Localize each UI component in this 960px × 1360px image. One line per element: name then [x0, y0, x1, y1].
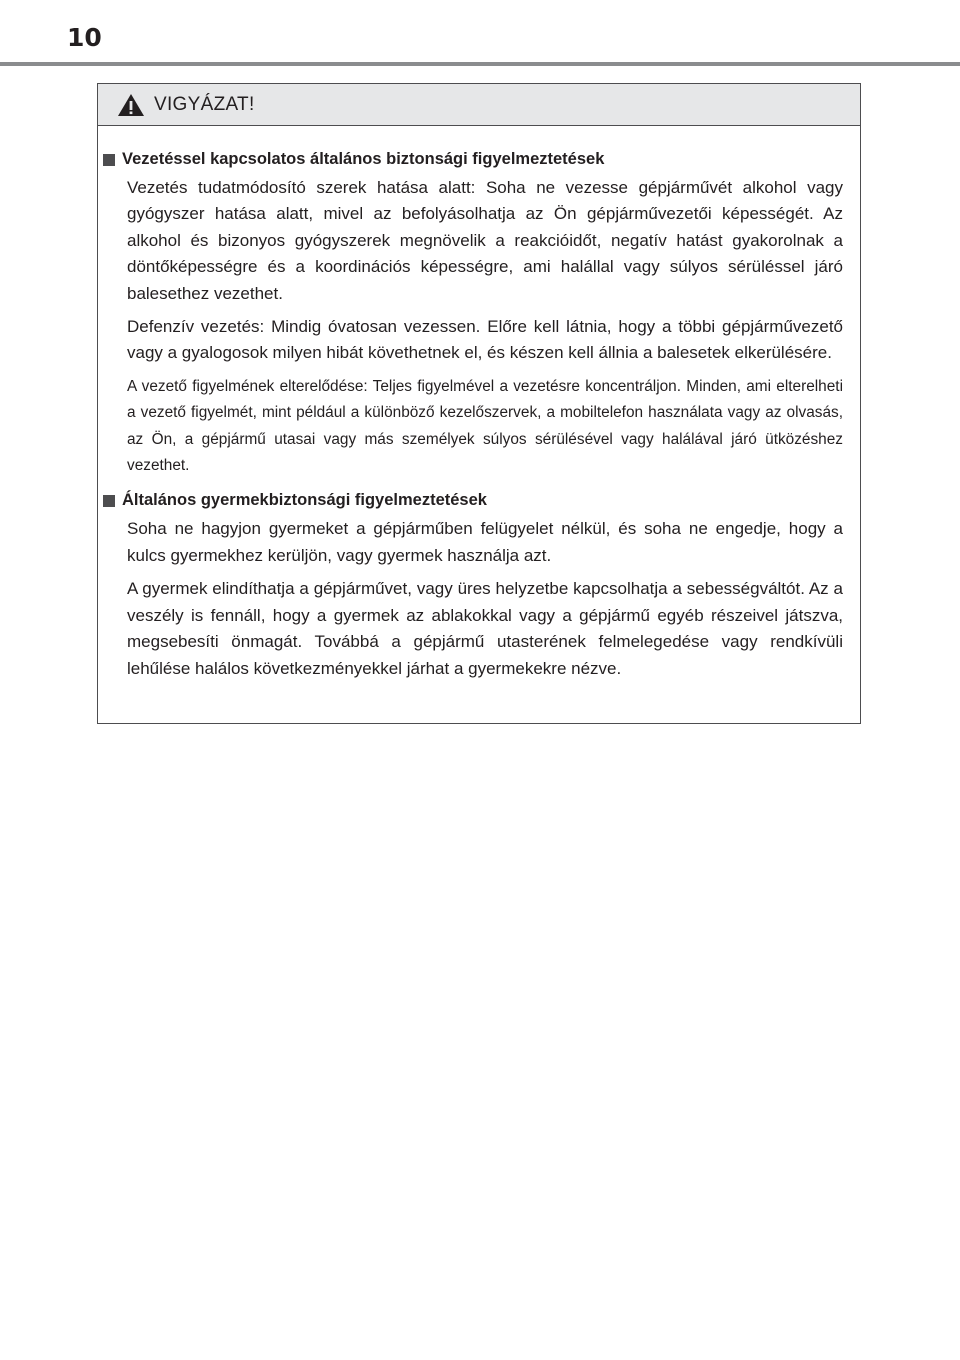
warning-box	[97, 83, 861, 724]
paragraph-intoxicated-driving: Vezetés tudatmódosító szerek hatása alatt: Soha ne vezesse gépjárművét alkohol vagy gyógyszer hatása alatt, mivel az befolyásolhatja az Ön gépjárművezetői képességét. Az alkohol és bizonyos gyógyszerek megnövelik a reakcióidőt, negatív hatást gyakorolnak a döntőképességre és a koordinációs képességre, ami halállal vagy súlyos sérüléssel járó balesethez vezethet.	[127, 178, 843, 303]
section-heading-text: Vezetéssel kapcsolatos általános biztonsági figyelmeztetések	[122, 150, 605, 168]
section-heading	[103, 488, 843, 513]
section-child-safety	[103, 488, 843, 681]
warning-title: VIGYÁZAT!	[154, 93, 255, 115]
paragraph-driver-distraction: A vezető figyelmének elterelődése: Teljes figyelmével a vezetésre koncentráljon. Minden, ami elterelheti a vezető figyelmét, mint például a különböző kezelőszervek, a mobiltelefon használata vagy az olvasás, az Ön, a gépjármű utasai vagy más személyek súlyos sérülésével vagy halálával járó ütközéshez vezethet.	[127, 377, 843, 475]
paragraph-defensive-driving: Defenzív vezetés: Mindig óvatosan vezessen. Előre kell látnia, hogy a többi gépjárművezető vagy a gyalogosok milyen hibát követhetnek el, és készen kell állnia a balesetek elkerülésére.	[127, 317, 843, 363]
section-driving-safety	[103, 147, 843, 479]
section-heading	[103, 147, 843, 172]
warning-triangle-icon	[117, 93, 145, 117]
section-heading-text: Általános gyermekbiztonsági figyelmeztetések	[122, 491, 487, 510]
bullet-square-icon	[103, 495, 115, 507]
paragraph-child-hazards: A gyermek elindíthatja a gépjárművet, vagy üres helyzetbe kapcsolhatja a sebességváltót. Az a veszély is fennáll, hogy a gyermek az ablakokkal vagy a gépjármű egyéb részeivel játszva, megsebesíti önmagát. Továbbá a gépjármű utasterének felmelegedése vagy rendkívüli lehűlése halálos következményekkel járhat a gyermekekre nézve.	[127, 579, 843, 678]
bullet-square-icon	[103, 154, 115, 166]
paragraph-unattended-child: Soha ne hagyjon gyermeket a gépjárműben felügyelet nélkül, és soha ne engedje, hogy a kulcs gyermekhez kerüljön, vagy gyermek használja azt.	[127, 519, 843, 565]
page-number: 10	[67, 23, 102, 52]
warning-body	[98, 126, 860, 682]
warning-header	[98, 84, 860, 126]
header-rule	[0, 62, 960, 66]
